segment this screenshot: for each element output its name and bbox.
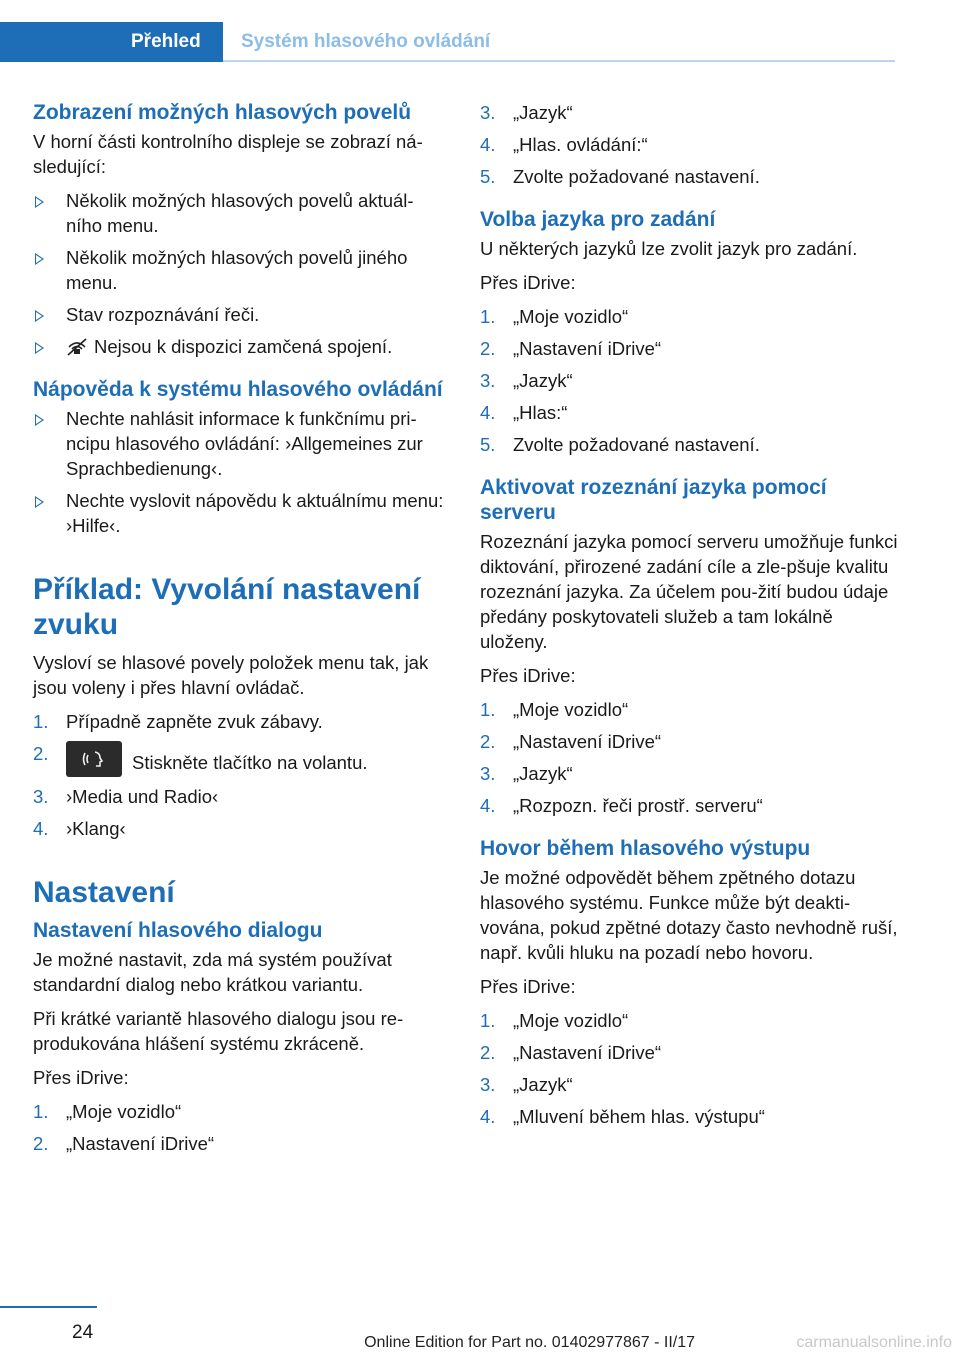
- list-item-text: Nechte vyslovit nápovědu k aktuálnímu menu: ›Hilfe‹.: [66, 490, 444, 536]
- list-item: [480, 400, 900, 425]
- list-item: [480, 1072, 900, 1097]
- list-item-text: „Hlas:“: [513, 402, 568, 423]
- step-number: 2.: [480, 731, 496, 752]
- list-item: [480, 132, 900, 157]
- step-number: 1.: [480, 1010, 496, 1031]
- list-item: [480, 729, 900, 754]
- list-item: [33, 816, 448, 841]
- list-item: [33, 188, 448, 238]
- step-number: 2.: [33, 1133, 49, 1154]
- list-item: [480, 697, 900, 722]
- list-item-text: Případně zapněte zvuk zábavy.: [66, 711, 323, 732]
- tab-voice-control[interactable]: Systém hlasového ovládání: [223, 22, 895, 62]
- paragraph: Přes iDrive:: [480, 976, 576, 997]
- list-item: [33, 302, 448, 327]
- bullet-triangle-icon: [35, 310, 44, 322]
- list-item-text: Nejsou k dispozici zamčená spojení.: [94, 336, 393, 357]
- voice-button-icon: [66, 741, 122, 777]
- list-item: [33, 334, 448, 359]
- list-item: [480, 368, 900, 393]
- chapter-title: Nastavení: [33, 876, 175, 909]
- footer-divider: [0, 1306, 97, 1308]
- list-item-text: „Jazyk“: [513, 763, 573, 784]
- list-item-text: „Jazyk“: [513, 1074, 573, 1095]
- right-column: [480, 100, 900, 1137]
- bullet-triangle-icon: [35, 496, 44, 508]
- list-item-text: „Rozpozn. řeči prostř. serveru“: [513, 795, 763, 816]
- list-item: [33, 741, 448, 777]
- numbered-list: [480, 304, 900, 457]
- list-item-text: Stiskněte tlačítko na volantu.: [132, 752, 368, 773]
- list-item-text: „Nastavení iDrive“: [513, 731, 662, 752]
- bullet-list: [33, 406, 448, 538]
- numbered-list: [480, 697, 900, 818]
- list-item-text: „Mluvení během hlas. výstupu“: [513, 1106, 765, 1127]
- page-number: 24: [72, 1322, 94, 1343]
- bullet-triangle-icon: [35, 253, 44, 265]
- watermark: carmanualsonline.info: [796, 1334, 952, 1351]
- list-item: [33, 406, 448, 481]
- step-number: 1.: [33, 711, 49, 732]
- bullet-list: [33, 188, 448, 359]
- list-item: [480, 164, 900, 189]
- list-item: [480, 793, 900, 818]
- list-item: [480, 304, 900, 329]
- list-item: [480, 1104, 900, 1129]
- paragraph: Při krátké variantě hlasového dialogu jsou re-produkována hlášení systému zkráceně.: [33, 1008, 404, 1054]
- paragraph: U některých jazyků lze zvolit jazyk pro zadání.: [480, 238, 858, 259]
- step-number: 3.: [480, 102, 496, 123]
- paragraph: Rozeznání jazyka pomocí serveru umožňuje funkci diktování, přirozené zadání cíle a zle-pšuje kvalitu rozeznání jazyka. Za účelem pou-žití budou údaje předány poskytovateli služeb a tam lokálně uloženy.: [480, 531, 898, 652]
- list-item-text: Zvolte požadované nastavení.: [513, 166, 760, 187]
- tab-overview[interactable]: Přehled: [0, 22, 223, 62]
- list-item-text: „Moje vozidlo“: [513, 306, 629, 327]
- bullet-triangle-icon: [35, 342, 44, 354]
- list-item-text: „Nastavení iDrive“: [513, 338, 662, 359]
- list-item-text: Několik možných hlasových povelů jiného menu.: [66, 247, 408, 293]
- numbered-list: [480, 100, 900, 189]
- list-item-text: „Jazyk“: [513, 370, 573, 391]
- step-number: 3.: [480, 1074, 496, 1095]
- section-title: Aktivovat rozeznání jazyka pomocí serveru: [480, 476, 827, 524]
- section-title: Nápověda k systému hlasového ovládání: [33, 378, 443, 401]
- bullet-triangle-icon: [35, 196, 44, 208]
- step-number: 5.: [480, 434, 496, 455]
- left-column: [33, 100, 448, 1164]
- step-number: 2.: [480, 1042, 496, 1063]
- list-item: [33, 1131, 448, 1156]
- paragraph: Přes iDrive:: [480, 665, 576, 686]
- section-title: Hovor během hlasového výstupu: [480, 837, 811, 860]
- list-item-text: Několik možných hlasových povelů aktuál-ního menu.: [66, 190, 414, 236]
- list-item: [33, 245, 448, 295]
- section-title: Volba jazyka pro zadání: [480, 208, 716, 231]
- header-bar: [0, 22, 895, 62]
- list-item-text: „Nastavení iDrive“: [513, 1042, 662, 1063]
- list-item: [480, 1008, 900, 1033]
- list-item-text: „Hlas. ovládání:“: [513, 134, 648, 155]
- list-item: [33, 1099, 448, 1124]
- step-number: 4.: [480, 1106, 496, 1127]
- list-item: [480, 432, 900, 457]
- list-item-text: „Jazyk“: [513, 102, 573, 123]
- list-item-text: ›Media und Radio‹: [66, 786, 219, 807]
- step-number: 3.: [480, 370, 496, 391]
- chapter-title: Příklad: Vyvolání nastavení zvuku: [33, 573, 421, 641]
- step-number: 4.: [480, 402, 496, 423]
- list-item-text: Stav rozpoznávání řeči.: [66, 304, 260, 325]
- paragraph: Je možné odpovědět během zpětného dotazu hlasového systému. Funkce může být deakti-vována, pokud zpětné dotazy často nevhodně ruší, např. kvůli hluku na pozadí nebo hovoru.: [480, 867, 898, 963]
- locked-connection-icon: [66, 337, 88, 355]
- section-title: Nastavení hlasového dialogu: [33, 919, 323, 942]
- list-item: [480, 761, 900, 786]
- step-number: 4.: [480, 795, 496, 816]
- list-item: [33, 488, 448, 538]
- numbered-list: [480, 1008, 900, 1129]
- list-item: [480, 336, 900, 361]
- step-number: 1.: [480, 306, 496, 327]
- step-number: 3.: [480, 763, 496, 784]
- step-number: 1.: [480, 699, 496, 720]
- step-number: 2.: [480, 338, 496, 359]
- step-number: 5.: [480, 166, 496, 187]
- bullet-triangle-icon: [35, 414, 44, 426]
- list-item-text: „Moje vozidlo“: [513, 699, 629, 720]
- list-item-text: „Moje vozidlo“: [513, 1010, 629, 1031]
- list-item-text: Zvolte požadované nastavení.: [513, 434, 760, 455]
- step-number: 2.: [33, 743, 49, 764]
- paragraph: V horní části kontrolního displeje se zobrazí ná-sledující:: [33, 131, 423, 177]
- list-item-text: „Nastavení iDrive“: [66, 1133, 215, 1154]
- paragraph: Vysloví se hlasové povely položek menu tak, jak jsou voleny i přes hlavní ovládač.: [33, 652, 429, 698]
- step-number: 4.: [33, 818, 49, 839]
- paragraph: Přes iDrive:: [33, 1067, 129, 1088]
- page-footer: [0, 1306, 960, 1362]
- list-item-text: ›Klang‹: [66, 818, 126, 839]
- paragraph: Přes iDrive:: [480, 272, 576, 293]
- list-item: [33, 709, 448, 734]
- step-number: 3.: [33, 786, 49, 807]
- numbered-list: [33, 709, 448, 841]
- list-item-text: Nechte nahlásit informace k funkčnímu pri-ncipu hlasového ovládání: ›Allgemeines zur Sprachbedienung‹.: [66, 408, 423, 479]
- step-number: 4.: [480, 134, 496, 155]
- numbered-list: [33, 1099, 448, 1156]
- list-item: [33, 784, 448, 809]
- list-item: [480, 1040, 900, 1065]
- section-title: Zobrazení možných hlasových povelů: [33, 101, 412, 124]
- list-item: [480, 100, 900, 125]
- paragraph: Je možné nastavit, zda má systém používat standardní dialog nebo krátkou variantu.: [33, 949, 392, 995]
- step-number: 1.: [33, 1101, 49, 1122]
- edition-note: Online Edition for Part no. 01402977867 - II/17: [364, 1334, 695, 1351]
- list-item-text: „Moje vozidlo“: [66, 1101, 182, 1122]
